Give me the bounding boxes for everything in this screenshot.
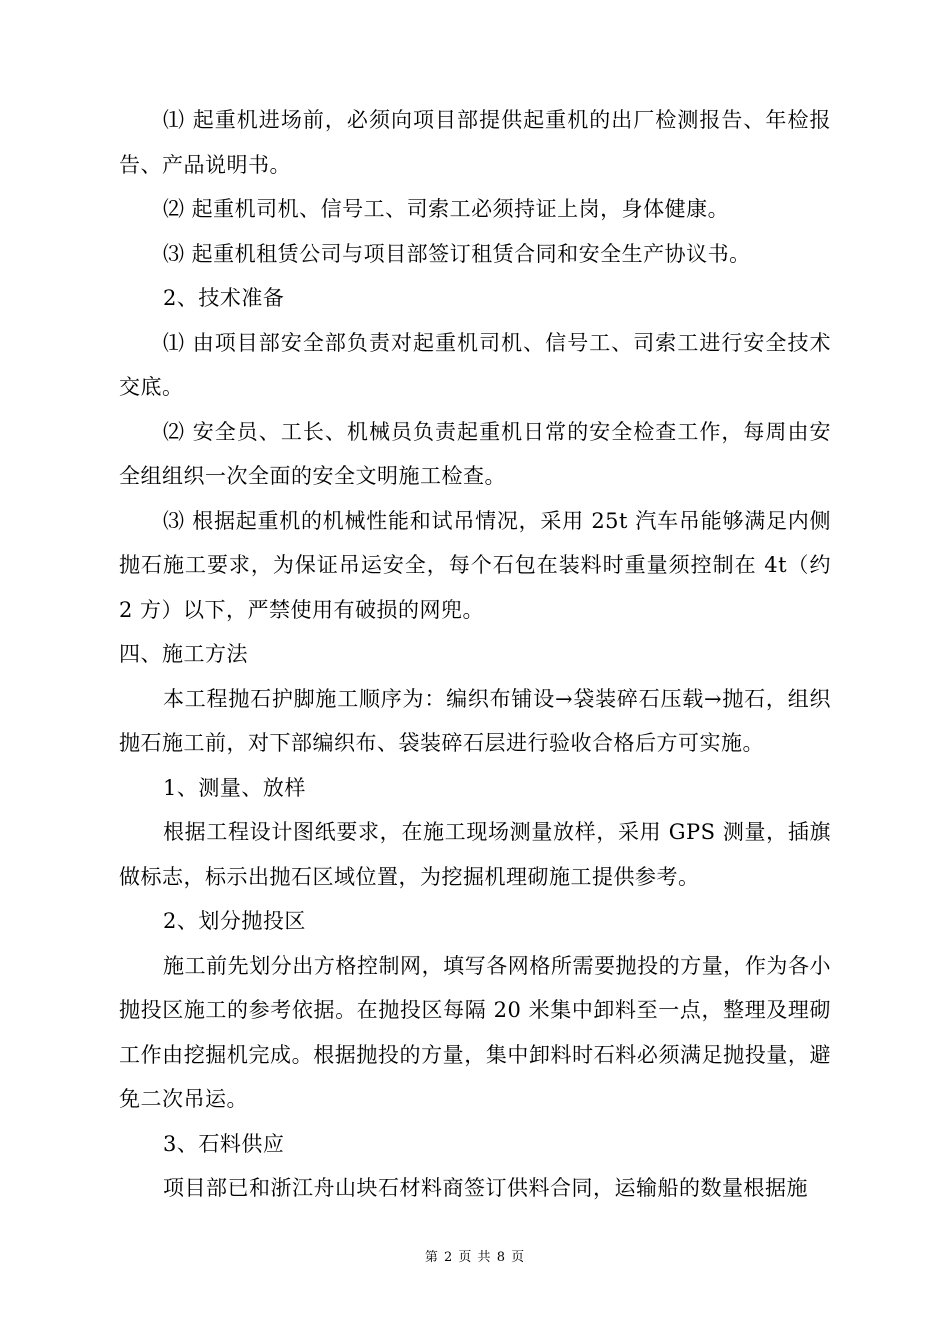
paragraph-construction-sequence: 本工程抛石护脚施工顺序为：编织布铺设→袋装碎石压载→抛石，组织抛石施工前，对下部编织布、袋装碎石层进行验收合格后方可实施。 [119,686,831,755]
paragraph-crane-operators-certified: ⑵ 起重机司机、信号工、司索工必须持证上岗，身体健康。 [163,197,730,221]
section-heading-stone-supply: 3、石料供应 [163,1131,285,1156]
paragraph-safety-briefing: ⑴ 由项目部安全部负责对起重机司机、信号工、司索工进行安全技术交底。 [119,330,831,399]
paragraph-grid-control: 施工前先划分出方格控制网，填写各网格所需要抛投的方量，作为各小抛投区施工的参考依据。在抛投区每隔 20 米集中卸料至一点，整理及理砌工作由挖掘机完成。根据抛投的方量，集中卸料时石料必须满足抛投量，避免二次吊运。 [119,953,831,1111]
paragraph-daily-safety-check: ⑵ 安全员、工长、机械员负责起重机日常的安全检查工作，每周由安全组组织一次全面的安全文明施工检查。 [119,419,831,488]
document-body [119,98,831,1211]
page-number-footer: 第 2 页 共 8 页 [424,1250,526,1265]
section-heading-dumping-zones: 2、划分抛投区 [163,909,306,933]
paragraph-crane-lease-contract: ⑶ 起重机租赁公司与项目部签订租赁合同和安全生产协议书。 [163,241,751,266]
section-heading-survey-layout: 1、测量、放样 [163,775,306,800]
paragraph-supply-contract: 项目部已和浙江舟山块石材料商签订供料合同，运输船的数量根据施 [163,1176,808,1200]
paragraph-crane-capacity: ⑶ 根据起重机的机械性能和试吊情况，采用 25t 汽车吊能够满足内侧抛石施工要求，为保证吊运安全，每个石包在装料时重量须控制在 4t（约 2 方）以下，严禁使用有破损的网兜。 [119,508,831,622]
paragraph-crane-entry-docs: ⑴ 起重机进场前，必须向项目部提供起重机的出厂检测报告、年检报告、产品说明书。 [119,108,831,177]
section-heading-technical-prep: 2、技术准备 [163,286,285,310]
chapter-heading-construction-method: 四、施工方法 [119,642,248,666]
paragraph-survey-gps: 根据工程设计图纸要求，在施工现场测量放样，采用 GPS 测量，插旗做标志，标示出抛石区域位置，为挖掘机理砌施工提供参考。 [119,820,831,889]
